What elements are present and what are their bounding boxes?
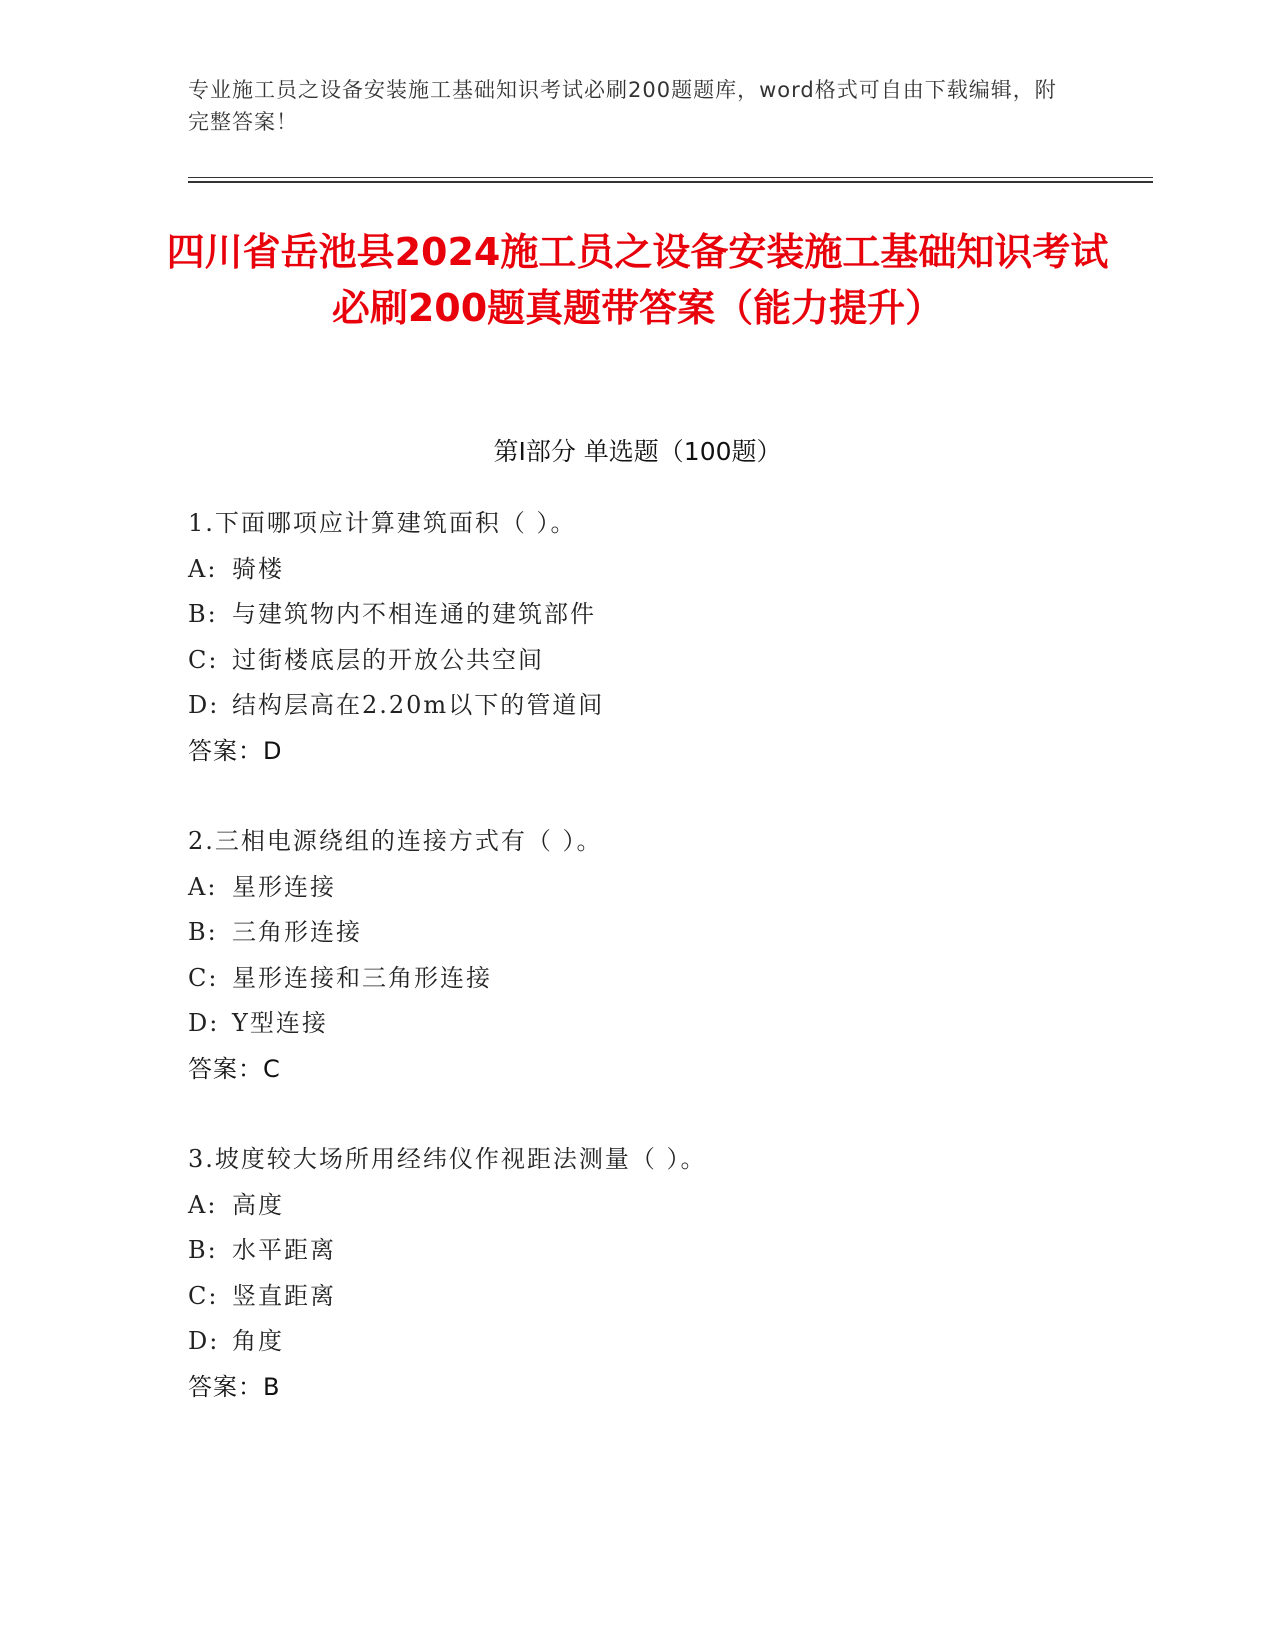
option-b xyxy=(188,592,1088,638)
option-text: 角度 xyxy=(232,1327,284,1356)
option-letter: C: xyxy=(188,963,219,992)
option-text: 三角形连接 xyxy=(232,918,362,947)
option-text: 竖直距离 xyxy=(232,1281,336,1310)
option-text: Y型连接 xyxy=(232,1009,328,1038)
option-b xyxy=(188,1228,1088,1274)
option-c xyxy=(188,956,1088,1002)
question-stem: 3.坡度较大场所用经纬仪作视距法测量（ ）。 xyxy=(188,1145,707,1173)
option-letter: B: xyxy=(188,918,218,947)
header-divider-thick xyxy=(188,181,1153,183)
document-title: 四川省岳池县2024施工员之设备安装施工基础知识考试必刷200题真题带答案（能力提升） xyxy=(166,230,1109,330)
option-a xyxy=(188,547,1088,593)
answer: 答案：B xyxy=(188,1372,281,1401)
option-letter: B: xyxy=(188,1236,218,1265)
option-letter: C: xyxy=(188,645,219,674)
option-a xyxy=(188,1183,1088,1229)
question-stem: 2.三相电源绕组的连接方式有（ ）。 xyxy=(188,827,603,855)
section-title: 第Ⅰ部分 单选题（100题） xyxy=(493,437,782,466)
option-letter: D: xyxy=(188,1009,220,1038)
option-letter: A: xyxy=(188,554,218,583)
answer: 答案：C xyxy=(188,1054,281,1083)
option-text: 星形连接 xyxy=(232,872,336,901)
question-3 xyxy=(188,1137,1088,1411)
option-d xyxy=(188,1001,1088,1047)
option-text: 星形连接和三角形连接 xyxy=(232,963,492,992)
option-a xyxy=(188,865,1088,911)
option-text: 结构层高在2.20m以下的管道间 xyxy=(232,691,605,720)
option-letter: B: xyxy=(188,600,218,629)
option-text: 骑楼 xyxy=(232,554,284,583)
option-letter: A: xyxy=(188,1190,218,1219)
option-text: 高度 xyxy=(232,1190,284,1219)
option-letter: A: xyxy=(188,872,218,901)
option-d xyxy=(188,1319,1088,1365)
question-stem: 1.下面哪项应计算建筑面积（ ）。 xyxy=(188,509,577,537)
question-2 xyxy=(188,819,1088,1093)
answer: 答案：D xyxy=(188,736,283,765)
option-text: 与建筑物内不相连通的建筑部件 xyxy=(232,600,596,629)
option-c xyxy=(188,638,1088,684)
option-b xyxy=(188,910,1088,956)
header-divider-thin xyxy=(188,177,1153,178)
option-text: 过街楼底层的开放公共空间 xyxy=(232,645,544,674)
option-c xyxy=(188,1274,1088,1320)
option-text: 水平距离 xyxy=(232,1236,336,1265)
option-letter: C: xyxy=(188,1281,219,1310)
option-letter: D: xyxy=(188,691,220,720)
option-d xyxy=(188,683,1088,729)
option-letter: D: xyxy=(188,1327,220,1356)
header-note: 专业施工员之设备安装施工基础知识考试必刷200题题库，word格式可自由下载编辑，附完整答案！ xyxy=(188,78,1057,134)
question-1 xyxy=(188,501,1088,775)
